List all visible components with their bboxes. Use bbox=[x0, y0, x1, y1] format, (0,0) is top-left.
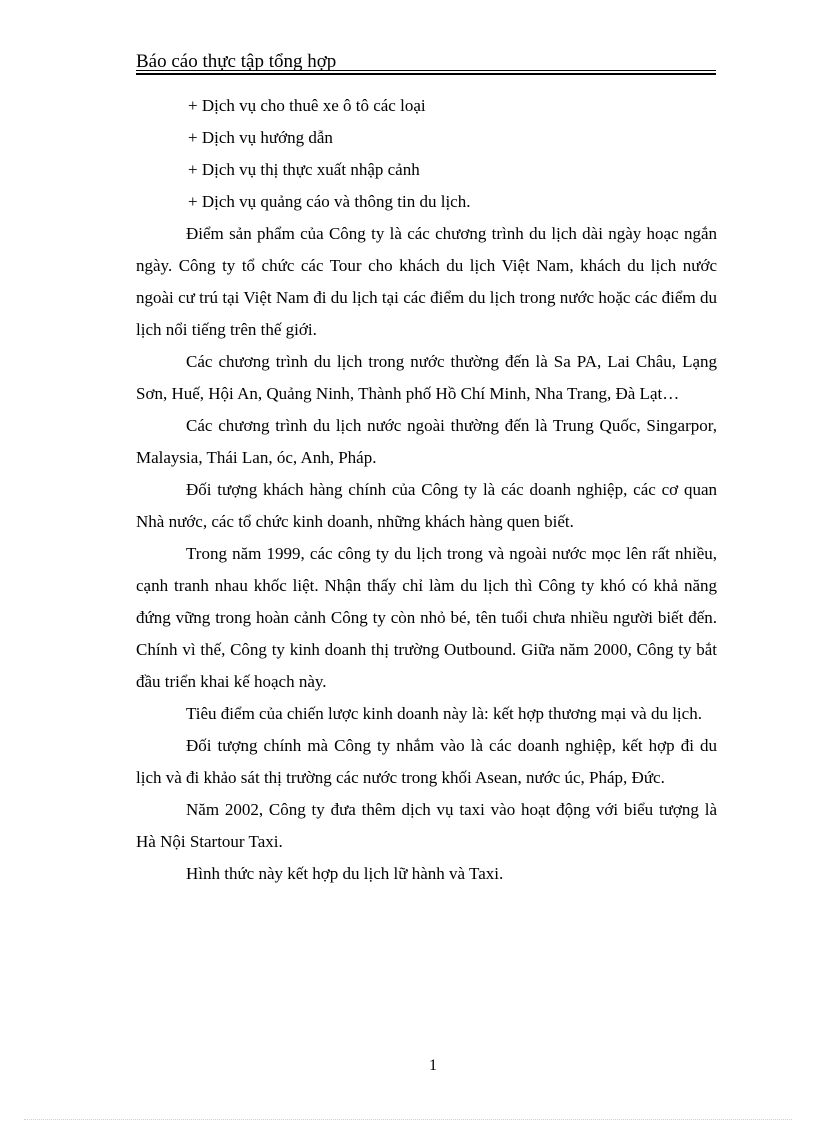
header-rule-thin bbox=[136, 70, 716, 71]
bullet-item: + Dịch vụ thị thực xuất nhập cảnh bbox=[188, 160, 420, 179]
paragraph: Đối tượng khách hàng chính của Công ty là các doanh nghiệp, các cơ quan Nhà nước, các tổ chức kinh doanh, những khách hàng quen biết. bbox=[136, 480, 717, 531]
header-rule-thick bbox=[136, 73, 716, 75]
paragraph: Đối tượng chính mà Công ty nhắm vào là các doanh nghiệp, kết hợp đi du lịch và đi khảo sát thị trường các nước trong khối Asean, nước úc, Pháp, Đức. bbox=[136, 736, 717, 787]
page-number: 1 bbox=[429, 1057, 437, 1074]
paragraph: Năm 2002, Công ty đưa thêm dịch vụ taxi vào hoạt động với biểu tượng là Hà Nội Startour Taxi. bbox=[136, 800, 717, 851]
bullet-item: + Dịch vụ hướng dẫn bbox=[188, 128, 333, 147]
paragraph: Các chương trình du lịch trong nước thường đến là Sa PA, Lai Châu, Lạng Sơn, Huế, Hội An, Quảng Ninh, Thành phố Hồ Chí Minh, Nha Trang, Đà Lạt… bbox=[136, 352, 717, 403]
paragraph: Hình thức này kết hợp du lịch lữ hành và Taxi. bbox=[186, 864, 504, 883]
page-bottom-border bbox=[24, 1119, 792, 1120]
paragraph: Điểm sản phẩm của Công ty là các chương trình du lịch dài ngày hoạc ngắn ngày. Công ty tổ chức các Tour cho khách du lịch Việt Nam, khách du lịch nước ngoài cư trú tại Việt Nam đi du lịch tại các điểm du lịch trong nước hoặc các điểm du lịch nổi tiếng trên thế giới. bbox=[136, 224, 717, 339]
bullet-item: + Dịch vụ cho thuê xe ô tô các loại bbox=[188, 96, 426, 115]
paragraph: Trong năm 1999, các công ty du lịch trong và ngoài nước mọc lên rất nhiều, cạnh tranh nhau khốc liệt. Nhận thấy chỉ làm du lịch thì Công ty khó có khả năng đứng vững trong hoàn cảnh Công ty còn nhỏ bé, tên tuổi chưa nhiều người biết đến. Chính vì thế, Công ty kinh doanh thị trường Outbound. Giữa năm 2000, Công ty bắt đầu triển khai kế hoạch này. bbox=[136, 544, 717, 691]
bullet-item: + Dịch vụ quảng cáo và thông tin du lịch. bbox=[188, 192, 471, 211]
paragraph: Các chương trình du lịch nước ngoài thường đến là Trung Quốc, Singarpor, Malaysia, Thái Lan, óc, Anh, Pháp. bbox=[136, 416, 717, 467]
paragraph: Tiêu điểm của chiến lược kinh doanh này là: kết hợp thương mại và du lịch. bbox=[186, 704, 702, 723]
document-body bbox=[136, 90, 717, 890]
header-title: Báo cáo thực tập tổng hợp bbox=[136, 51, 337, 72]
page-header bbox=[136, 50, 716, 76]
